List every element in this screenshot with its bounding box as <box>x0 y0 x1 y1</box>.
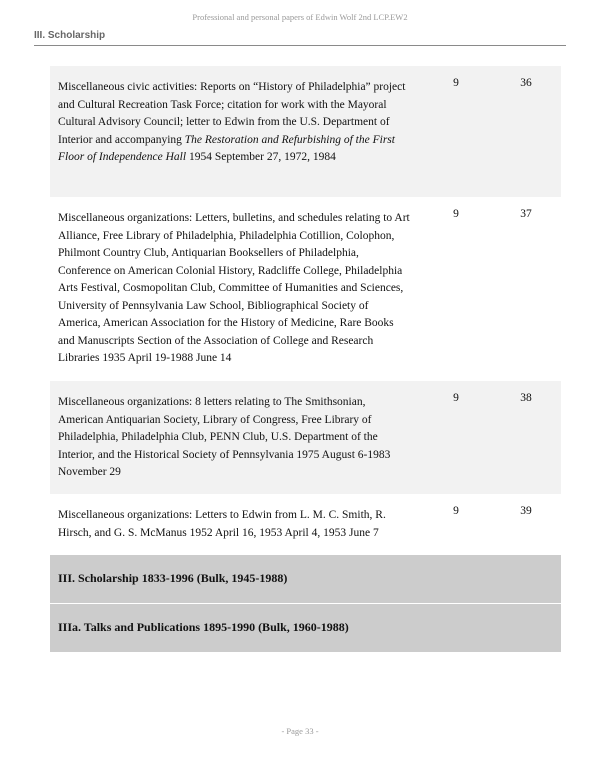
description-text: Miscellaneous organizations: Letters, bulletins, and schedules relating to Art Alliance, Free Library of Philadelphia, Philadelphia Cotillion, Colophon, Philmont Country Club, Antiquarian Booksellers of Philadelphia, Conference on American Colonial History, Radcliffe College, Philadelphia Arts Festival, Cosmopolitan Club, Committee of Humanities and Sciences, University of Pennsylvania Law School, Bibliographical Society of America, American Association for the History of Medicine, Rare Books and Manuscripts Section of the Association of College and Research Libraries 1935 April 19-1988 June 14 <box>58 212 410 364</box>
box-number: 9 <box>453 505 459 517</box>
folder-number: 37 <box>520 208 532 220</box>
subseries-heading-title: IIIa. Talks and Publications 1895-1990 (Bulk, 1960-1988) <box>58 620 349 634</box>
page-number: - Page 33 - <box>281 726 319 736</box>
description-italic-title: The Restoration and Refurbishing of the First Floor of Independence Hall <box>58 133 395 163</box>
container-row-38 <box>50 381 561 494</box>
row-description <box>58 507 413 542</box>
container-row-36 <box>50 66 561 197</box>
container-list <box>50 66 561 652</box>
box-number: 9 <box>453 392 459 404</box>
row-description <box>58 210 413 368</box>
description-date: 1954 September 27, 1972, 1984 <box>186 151 336 163</box>
row-description <box>58 394 413 482</box>
description-text: Miscellaneous organizations: Letters to Edwin from L. M. C. Smith, R. Hirsch, and G. S. McManus 1952 April 16, 1953 April 4, 1953 June 7 <box>58 509 386 539</box>
description-text: Miscellaneous organizations: 8 letters relating to The Smithsonian, American Antiquarian Society, Library of Congress, Free Library of Philadelphia, Philadelphia Club, PENN Club, U.S. Department of the Interior, and the Historical Society of Pennsylvania 1975 August 6-1983 November 29 <box>58 396 391 478</box>
box-number: 9 <box>453 77 459 89</box>
container-row-37 <box>50 197 561 381</box>
folder-number: 38 <box>520 392 532 404</box>
series-heading-title: III. Scholarship 1833-1996 (Bulk, 1945-1988) <box>58 571 288 585</box>
subseries-heading[interactable] <box>50 603 561 652</box>
folder-number: 39 <box>520 505 532 517</box>
section-label: III. Scholarship <box>34 30 106 41</box>
running-header: Professional and personal papers of Edwin Wolf 2nd LCP.EW2 <box>192 12 408 22</box>
header-divider <box>34 45 566 46</box>
row-description <box>58 79 413 167</box>
box-number: 9 <box>453 208 459 220</box>
series-heading[interactable] <box>50 554 561 603</box>
description-text: Miscellaneous civic activities: Reports on “History of Philadelphia” project and Cultural Recreation Task Force; citation for work with the Mayoral Cultural Advisory Council; letter to Edwin from the U.S. Department of Interior and accompanying <box>58 81 406 146</box>
folder-number: 36 <box>520 77 532 89</box>
container-row-39 <box>50 494 561 554</box>
